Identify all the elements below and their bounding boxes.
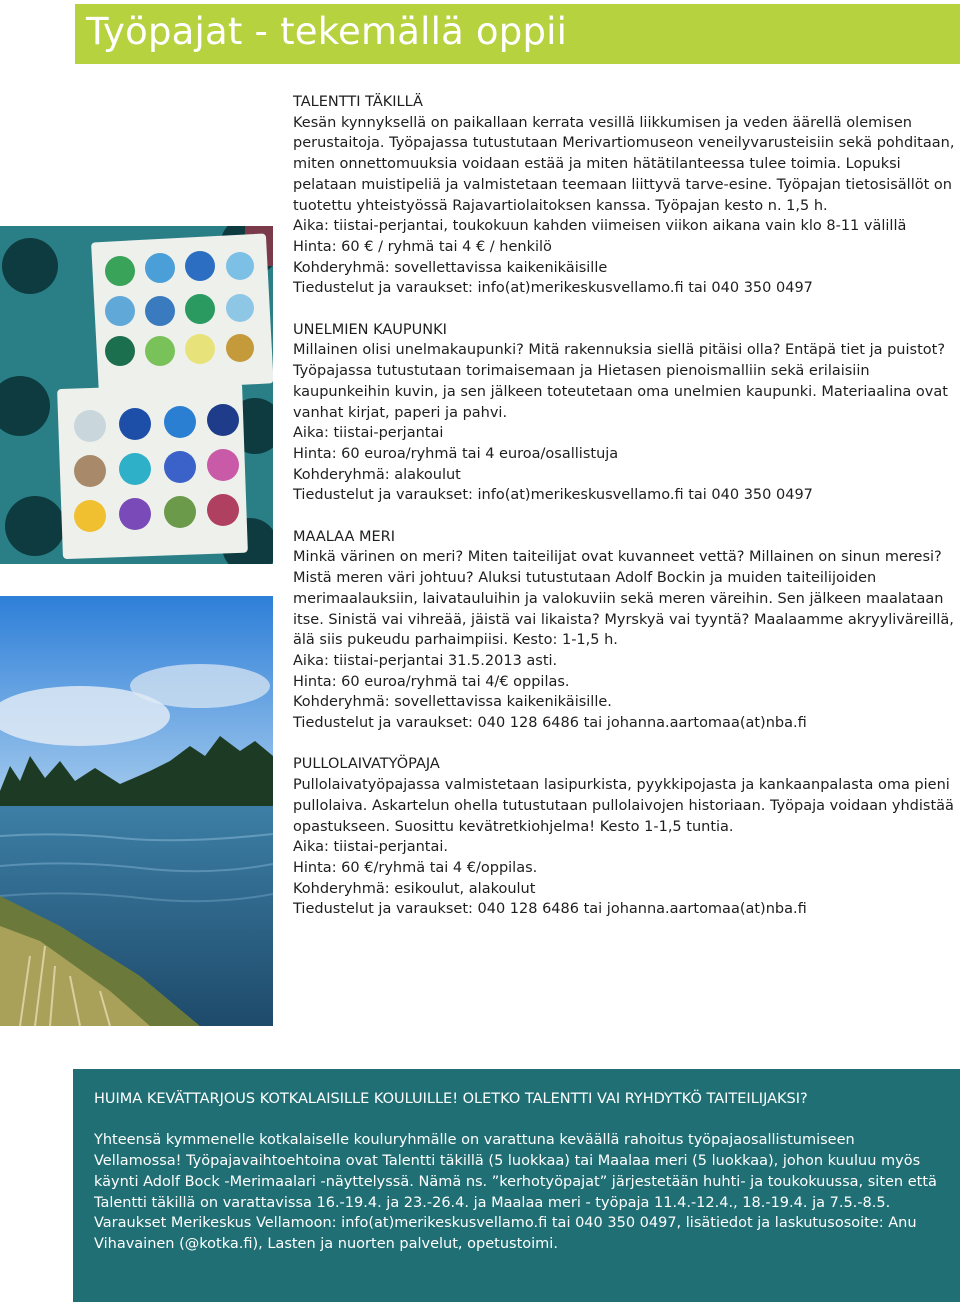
workshop-unelmien-kaupunki [293, 320, 958, 506]
workshop-description: Pullolaivatyöpajassa valmistetaan lasipurkista, pyykkipojasta ja kankaanpalasta oma pieni pullolaiva. Askartelun ohella tutustutaan pullolaivojen historiaan. Työpaja voidaan yhdistää opastukseen. Suosittu kevätretkiohjelma! Kesto 1-1,5 tuntia. [293, 777, 954, 835]
workshop-target: Kohderyhmä: sovellettavissa kaikenikäisille [293, 259, 608, 276]
workshop-time: Aika: tiistai-perjantai, toukokuun kahden viimeisen viikon aikana vain klo 8-11 välillä [293, 218, 907, 235]
workshop-contact: Tiedustelut ja varaukset: info(at)merikeskusvellamo.fi tai 040 350 0497 [293, 487, 813, 504]
workshop-contact: Tiedustelut ja varaukset: 040 128 6486 tai johanna.aartomaa(at)nba.fi [293, 901, 807, 918]
page-title: Työpajat - tekemällä oppii [86, 10, 568, 53]
workshop-contact: Tiedustelut ja varaukset: 040 128 6486 tai johanna.aartomaa(at)nba.fi [293, 715, 807, 732]
spring-offer-box [73, 1069, 960, 1302]
workshop-target: Kohderyhmä: esikoulut, alakoulut [293, 880, 536, 897]
workshop-heading: TALENTTI TÄKILLÄ [293, 94, 423, 110]
workshop-description: Millainen olisi unelmakaupunki? Mitä rakennuksia siellä pitäisi olla? Entäpä tiet ja puistot? Työpajassa tutustutaan torimaisemaan ja Hietasen pienoismalliin sekä erilaisiin kaupunkeihin kuvin, ja sen jälkeen toteutetaan oma unelmien kaupunki. Materiaalina ovat vanhat kirjat, paperi ja pahvi. [293, 342, 948, 421]
workshop-list [293, 92, 958, 941]
workshop-price: Hinta: 60 euroa/ryhmä tai 4/€ oppilas. [293, 673, 570, 690]
workshop-contact: Tiedustelut ja varaukset: info(at)merikeskusvellamo.fi tai 040 350 0497 [293, 280, 813, 297]
workshop-time: Aika: tiistai-perjantai [293, 425, 444, 442]
sea-photo [0, 596, 273, 1026]
workshop-price: Hinta: 60 euroa/ryhmä tai 4 euroa/osallistuja [293, 445, 619, 462]
workshop-time: Aika: tiistai-perjantai. [293, 839, 448, 856]
offer-reservations: Varaukset Merikeskus Vellamoon: info(at)merikeskusvellamo.fi tai 040 350 0497, lisätiedot ja laskutusosoite: Anu Vihavainen (@kotka.fi), Lasten ja nuorten palvelut, opetustoimi. [94, 1215, 917, 1252]
workshop-target: Kohderyhmä: alakoulut [293, 466, 461, 483]
workshop-pullolaiva [293, 754, 958, 920]
workshop-heading: PULLOLAIVATYÖPAJA [293, 756, 440, 773]
workshop-time: Aika: tiistai-perjantai 31.5.2013 asti. [293, 652, 558, 669]
offer-body: Yhteensä kymmenelle kotkalaiselle kouluryhmälle on varattuna keväällä rahoitus työpajaosallistumiseen Vellamossa! Työpajavaihtoehtoina ovat Talentti täkillä (5 luokkaa) tai Maalaa meri (5 luokkaa), johon kuuluu myös käynti Adolf Bock -Merimaalari -näyttelyssä. Nämä ns. ”kerhotyöpajat” järjestetään huhti- ja toukokuussa, siten että Talentti täkillä on varattavissa 16.-19.4. ja 23.-26.4. ja Maalaa meri - työpaja 11.4.-12.4., 18.-19.4. ja 7.5.-8.5. [94, 1132, 937, 1211]
workshop-maalaa-meri [293, 527, 958, 734]
paint-palette-photo [0, 226, 273, 564]
workshop-target: Kohderyhmä: sovellettavissa kaikenikäisille. [293, 694, 612, 711]
workshop-heading: MAALAA MERI [293, 528, 396, 545]
workshop-price: Hinta: 60 €/ryhmä tai 4 €/oppilas. [293, 859, 538, 876]
workshop-talentti [293, 92, 958, 299]
workshop-description: Minkä värinen on meri? Miten taiteilijat ovat kuvanneet vettä? Millainen on sinun meresi? Mistä meren väri johtuu? Aluksi tutustutaan Adolf Bockin ja muiden taiteilijoiden merimaalauksiin, laivatauluihin ja valokuviin sekä meren väreihin. Sen jälkeen maalataan itse. Sinistä vai vihreää, jäistä vai likaista? Myrskyä vai tyyntä? Maalaamme akryyliväreillä, älä siis pukeudu parhaimpiisi. Kesto: 1-1,5 h. [293, 549, 954, 649]
workshop-heading: UNELMIEN KAUPUNKI [293, 321, 447, 338]
offer-heading: HUIMA KEVÄTTARJOUS KOTKALAISILLE KOULUILLE! OLETKO TALENTTI VAI RYHDYTKÖ TAITEILIJAKSI? [94, 1091, 808, 1107]
workshop-price: Hinta: 60 € / ryhmä tai 4 € / henkilö [293, 238, 552, 255]
workshop-description: Kesän kynnyksellä on paikallaan kerrata vesillä liikkumisen ja veden äärellä olemisen perustaitoja. Työpajassa tutustutaan Merivartiomuseon veneilyvarusteisiin sekä pohditaan, miten onnettomuuksia voidaan estää ja miten hätätilanteessa tulee toimia. Lopuksi pelataan muistipeliä ja valmistetaan teemaan liittyvä tarve-esine. Työpajan tietosisällöt on tuotettu yhteistyössä Rajavartiolaitoksen kanssa. Työpajan kesto n. 1,5 h. [293, 114, 955, 214]
title-bar [75, 4, 960, 64]
